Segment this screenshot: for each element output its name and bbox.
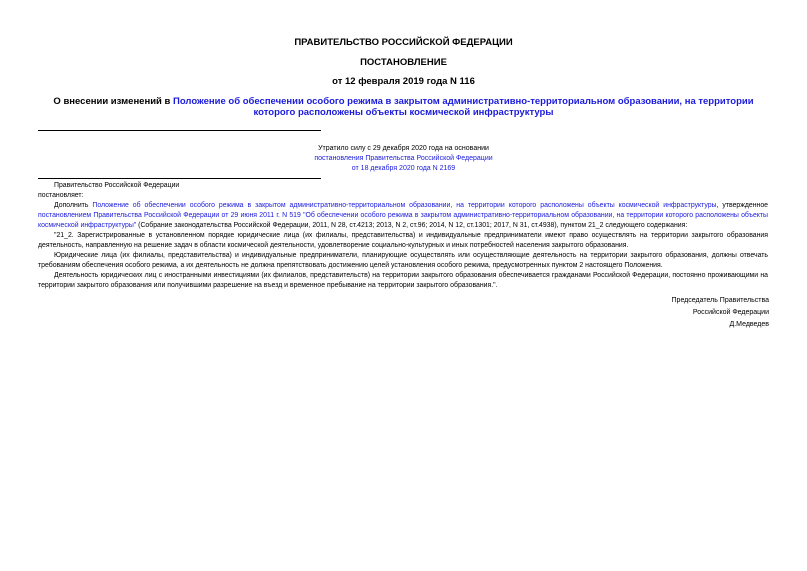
document-title bbox=[40, 96, 767, 118]
body-paragraph-foreign-investment: Деятельность юридических лиц с иностранными инвестициями (их филиалов, представительств) на территории закрытого образования обеспечивается гражданами Российской Федерации, постоянно проживающими на территории закрытого образования или получившими разрешение на въезд и временное пребывание на территории закрытого образования.". bbox=[38, 272, 768, 289]
document-body bbox=[38, 181, 768, 291]
amendment-resolution-link[interactable]: постановлением Правительства Российской Федерации от 29 июня 2011 г. N 519 "Об обеспечении особого режима в закрытом административно-территориальном образовании, на территории которого расположены объекты космической инфраструктуры" bbox=[38, 212, 768, 229]
amendment-regulation-link[interactable]: Положение об обеспечении особого режима в закрытом административно-территориальном образовании, на территории которого расположены объекты космической инфраструктуры bbox=[92, 202, 717, 209]
signature-block bbox=[569, 295, 769, 331]
body-paragraph-21-2: "21_2. Зарегистрированные в установленном порядке юридические лица (их филиалы, представительства) и индивидуальные предприниматели имеют право осуществлять на территории закрытого образования деятельность, направленную на решение задач в области космической деятельности, удовлетворение социально-культурных и иных потребностей населения закрытого образования. bbox=[38, 232, 768, 249]
status-note-link-line2[interactable]: постановления Правительства Российской Федерации bbox=[314, 155, 493, 162]
amendment-prefix: Дополнить bbox=[54, 202, 93, 209]
signature-name: Д.Медведев bbox=[729, 321, 769, 328]
title-regulation-link[interactable]: Положение об обеспечении особого режима в закрытом административно-территориальном образовании, на территории которого расположены объекты космической инфраструктуры bbox=[173, 96, 754, 118]
title-prefix: О внесении изменений в bbox=[53, 96, 174, 107]
bottom-divider bbox=[38, 178, 321, 179]
body-paragraph-government: Правительство Российской Федерации bbox=[54, 182, 180, 189]
date-number-heading: от 12 февраля 2019 года N 116 bbox=[332, 76, 475, 87]
amendment-suffix: (Собрание законодательства Российской Федерации, 2011, N 28, ст.4213; 2013, N 2, ст.96; 2014, N 12, ст.1301; 2017, N 31, ст.4938), пунктом 21_2 следующего содержания: bbox=[136, 222, 688, 229]
document-type-heading: ПОСТАНОВЛЕНИЕ bbox=[360, 57, 447, 68]
government-heading: ПРАВИТЕЛЬСТВО РОССИЙСКОЙ ФЕДЕРАЦИИ bbox=[294, 37, 513, 48]
body-paragraph-decrees: постановляет: bbox=[38, 192, 84, 199]
repeal-status-note bbox=[200, 144, 607, 174]
status-note-link-line3[interactable]: от 18 декабря 2020 года N 2169 bbox=[351, 165, 456, 172]
signature-title-line1: Председатель Правительства bbox=[671, 297, 769, 304]
body-paragraph-requirements: Юридические лица (их филиалы, представительства) и индивидуальные предприниматели, планирующие осуществлять или осуществляющие деятельность на территории закрытого образования, должны отвечать требованиям обеспечения особого режима, а их деятельность не должна препятствовать достижению целей установления особого режима, предусмотренных пунктом 2 настоящего Положения. bbox=[38, 252, 768, 269]
amendment-mid: , утвержденное bbox=[716, 202, 768, 209]
body-paragraph-amendment bbox=[38, 201, 768, 231]
top-divider bbox=[38, 130, 321, 131]
status-note-line1: Утратило силу с 29 декабря 2020 года на основании bbox=[318, 145, 489, 152]
signature-title-line2: Российской Федерации bbox=[692, 309, 769, 316]
